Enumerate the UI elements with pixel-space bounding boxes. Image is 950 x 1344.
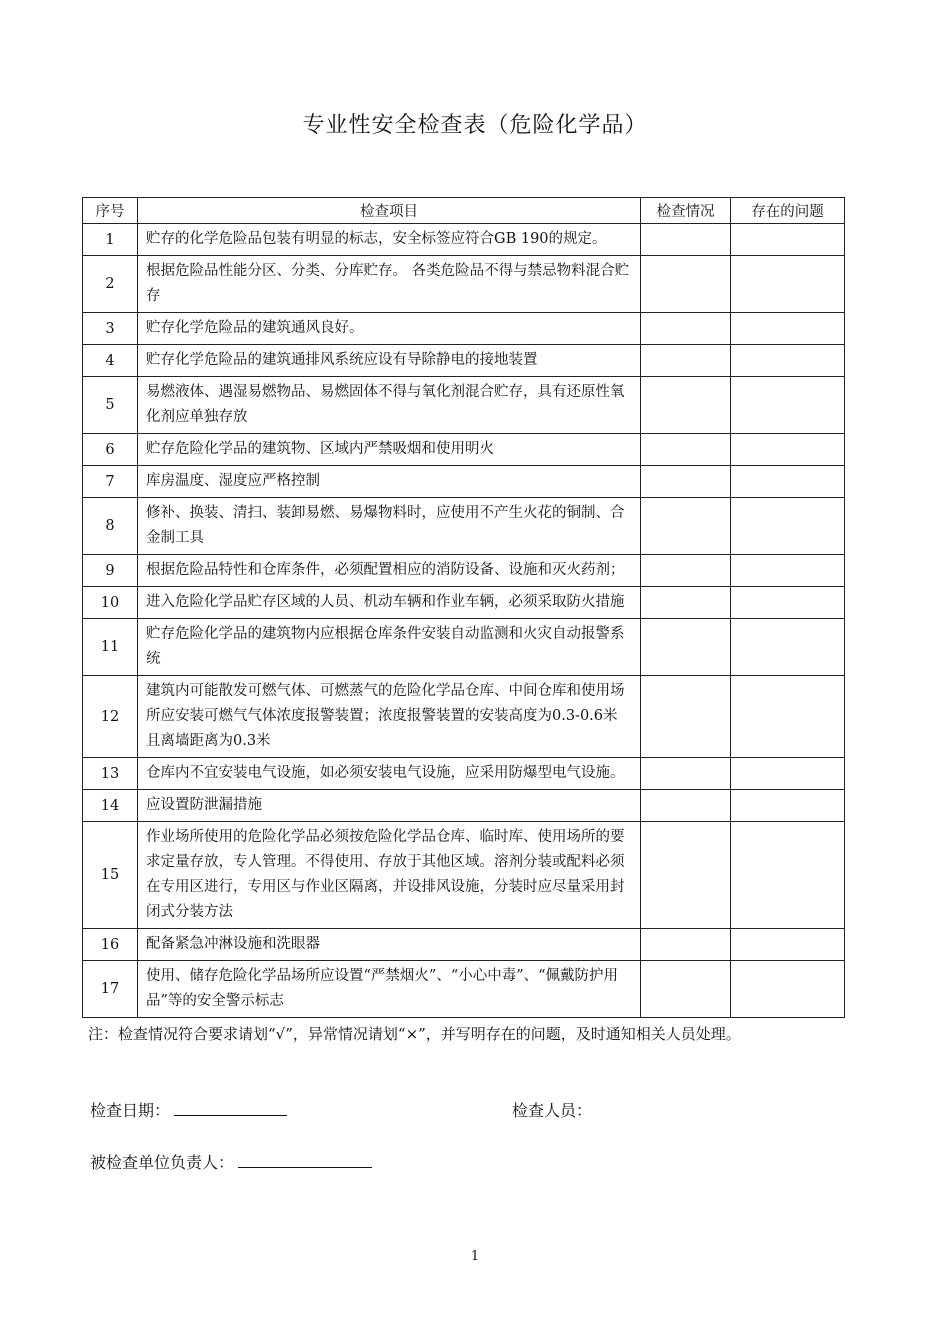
table-row [83,822,845,929]
status-cell[interactable] [641,345,731,377]
inspector-row [512,1098,592,1121]
problems-cell[interactable] [731,313,845,345]
problems-cell[interactable] [731,790,845,822]
row-seq: 15 [83,822,138,929]
table-row [83,466,845,498]
table-row [83,758,845,790]
table-row [83,676,845,758]
problems-cell[interactable] [731,224,845,256]
row-item: 贮存危险化学品的建筑物、区域内严禁吸烟和使用明火 [138,434,641,466]
header-problems: 存在的问题 [731,198,845,224]
table-row [83,790,845,822]
row-seq: 8 [83,498,138,555]
status-cell[interactable] [641,377,731,434]
row-seq: 12 [83,676,138,758]
row-item: 仓库内不宜安装电气设施，如必须安装电气设施，应采用防爆型电气设施。 [138,758,641,790]
row-seq: 9 [83,555,138,587]
row-seq: 1 [83,224,138,256]
row-item: 修补、换装、清扫、装卸易燃、易爆物料时，应使用不产生火花的铜制、合金制工具 [138,498,641,555]
table-row [83,587,845,619]
row-seq: 16 [83,929,138,961]
inspection-date-field[interactable] [174,1099,287,1116]
row-item: 贮存的化学危险品包装有明显的标志，安全标签应符合GB 190的规定。 [138,224,641,256]
inspector-label: 检查人员： [512,1101,593,1120]
table-row [83,345,845,377]
table-row [83,256,845,313]
problems-cell[interactable] [731,555,845,587]
table-row [83,929,845,961]
unit-head-field[interactable] [238,1151,372,1168]
row-seq: 10 [83,587,138,619]
unit-head-row [90,1150,372,1173]
status-cell[interactable] [641,790,731,822]
row-seq: 17 [83,961,138,1018]
problems-cell[interactable] [731,345,845,377]
problems-cell[interactable] [731,498,845,555]
row-item: 建筑内可能散发可燃气体、可燃蒸气的危险化学品仓库、中间仓库和使用场所应安装可燃气气体浓度报警装置；浓度报警装置的安装高度为0.3-0.6米且离墙距离为0.3米 [138,676,641,758]
row-item: 库房温度、湿度应严格控制 [138,466,641,498]
row-item: 作业场所使用的危险化学品必须按危险化学品仓库、临时库、使用场所的要求定量存放，专人管理。不得使用、存放于其他区域。溶剂分装或配料必须在专用区进行，专用区与作业区隔离，并设排风设施，分装时应尽量采用封闭式分装方法 [138,822,641,929]
inspection-date-label: 检查日期： [90,1101,171,1120]
status-cell[interactable] [641,758,731,790]
status-cell[interactable] [641,587,731,619]
row-item: 贮存危险化学品的建筑物内应根据仓库条件安装自动监测和火灾自动报警系统 [138,619,641,676]
table-row [83,619,845,676]
problems-cell[interactable] [731,961,845,1018]
checklist-table [82,197,845,1018]
status-cell[interactable] [641,822,731,929]
table-row [83,434,845,466]
problems-cell[interactable] [731,377,845,434]
status-cell[interactable] [641,466,731,498]
status-cell[interactable] [641,929,731,961]
row-seq: 11 [83,619,138,676]
table-row [83,555,845,587]
status-cell[interactable] [641,555,731,587]
status-cell[interactable] [641,224,731,256]
header-seq: 序号 [83,198,138,224]
row-item: 根据危险品特性和仓库条件，必须配置相应的消防设备、设施和灭火药剂； [138,555,641,587]
row-item: 易燃液体、遇湿易燃物品、易燃固体不得与氧化剂混合贮存，具有还原性氧化剂应单独存放 [138,377,641,434]
unit-head-label: 被检查单位负责人： [90,1153,235,1172]
row-item: 贮存化学危险品的建筑通风良好。 [138,313,641,345]
row-seq: 4 [83,345,138,377]
problems-cell[interactable] [731,758,845,790]
header-status: 检查情况 [641,198,731,224]
status-cell[interactable] [641,313,731,345]
problems-cell[interactable] [731,256,845,313]
problems-cell[interactable] [731,676,845,758]
row-item: 使用、储存危险化学品场所应设置“严禁烟火”、“小心中毒”、“佩戴防护用品”等的安全警示标志 [138,961,641,1018]
row-seq: 13 [83,758,138,790]
table-row [83,498,845,555]
row-seq: 3 [83,313,138,345]
row-item: 根据危险品性能分区、分类、分库贮存。 各类危险品不得与禁忌物料混合贮存 [138,256,641,313]
table-row [83,224,845,256]
inspection-note: 注：检查情况符合要求请划“√”，异常情况请划“×”，并写明存在的问题，及时通知相关人员处理。 [88,1025,741,1043]
problems-cell[interactable] [731,434,845,466]
problems-cell[interactable] [731,929,845,961]
row-item: 进入危险化学品贮存区域的人员、机动车辆和作业车辆，必须采取防火措施 [138,587,641,619]
page-title: 专业性安全检查表（危险化学品） [302,113,648,138]
page-number: 1 [470,1249,480,1264]
problems-cell[interactable] [731,466,845,498]
table-row [83,377,845,434]
row-seq: 5 [83,377,138,434]
table-row [83,313,845,345]
row-item: 贮存化学危险品的建筑通排风系统应设有导除静电的接地装置 [138,345,641,377]
problems-cell[interactable] [731,619,845,676]
row-seq: 6 [83,434,138,466]
header-item: 检查项目 [138,198,641,224]
row-item: 应设置防泄漏措施 [138,790,641,822]
table-row [83,961,845,1018]
status-cell[interactable] [641,256,731,313]
problems-cell[interactable] [731,587,845,619]
status-cell[interactable] [641,676,731,758]
row-seq: 2 [83,256,138,313]
row-seq: 7 [83,466,138,498]
status-cell[interactable] [641,619,731,676]
problems-cell[interactable] [731,822,845,929]
row-seq: 14 [83,790,138,822]
table-header-row [83,198,845,224]
status-cell[interactable] [641,498,731,555]
status-cell[interactable] [641,434,731,466]
inspection-date-row [90,1098,287,1121]
row-item: 配备紧急冲淋设施和洗眼器 [138,929,641,961]
status-cell[interactable] [641,961,731,1018]
